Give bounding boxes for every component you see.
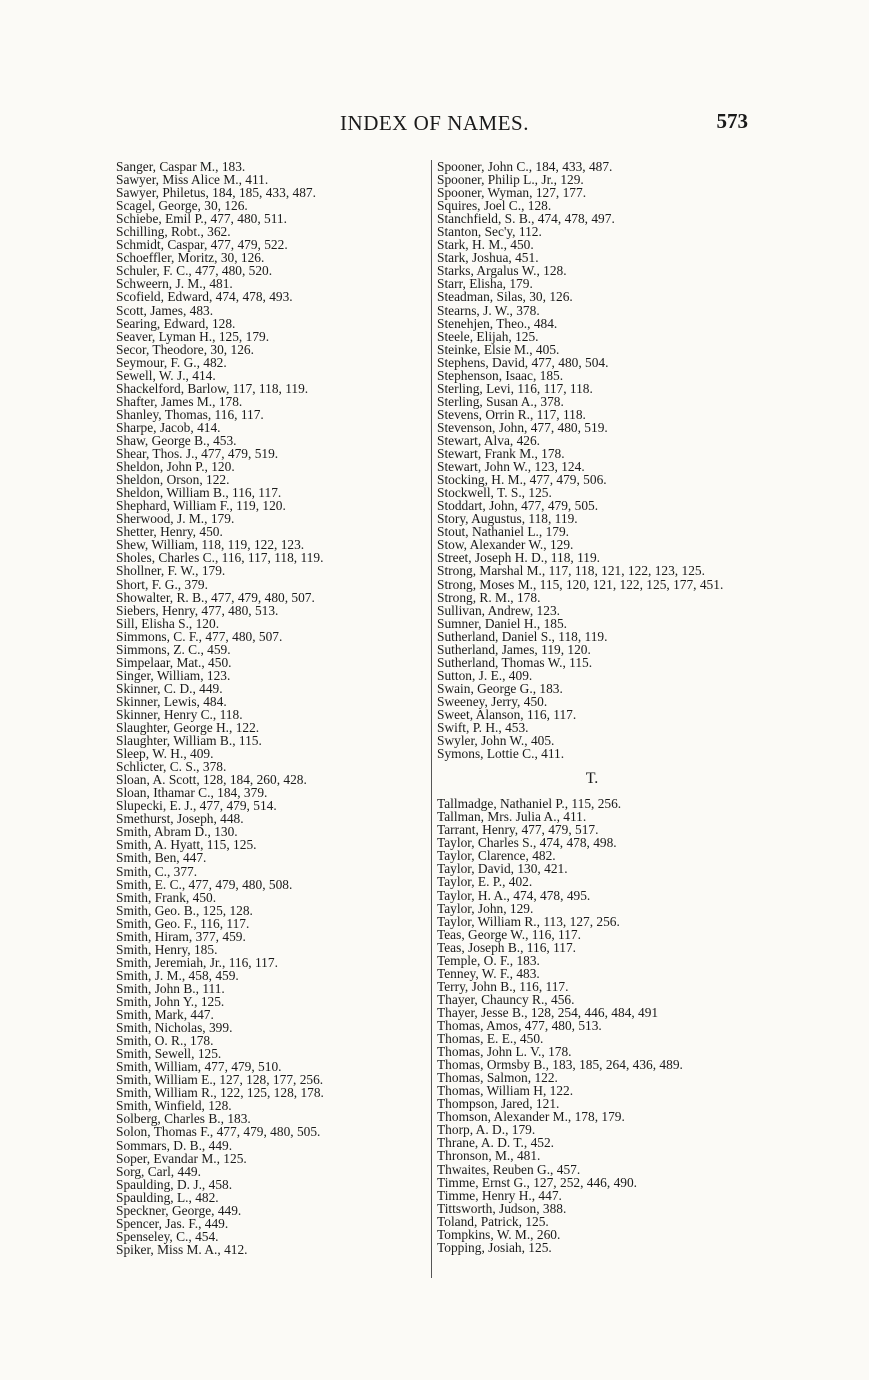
index-entry: Thomas, Amos, 477, 480, 513.	[437, 1018, 602, 1033]
index-entry: Toland, Patrick, 125.	[437, 1213, 549, 1229]
index-entry: Smith, John Y., 125.	[116, 994, 225, 1009]
index-entry: Smith, Nicholas, 399.	[116, 1020, 233, 1036]
index-entry: Thomson, Alexander M., 178, 179.	[437, 1109, 625, 1125]
index-entry: Smith, Sewell, 125.	[116, 1046, 222, 1062]
index-entry: Smith, Abram D., 130.	[116, 824, 238, 840]
index-entry: Speckner, George, 449.	[116, 1202, 242, 1218]
index-entry: Sleep, W. H., 409.	[116, 746, 214, 762]
index-entry: Smith, Jeremiah, Jr., 116, 117.	[116, 954, 278, 970]
index-entry: Sutton, J. E., 409.	[437, 667, 533, 683]
index-entry: Strong, R. M., 178.	[437, 589, 541, 605]
index-entry: Sorg, Carl, 449.	[116, 1163, 201, 1179]
index-entry: Smith, William, 477, 479, 510.	[116, 1059, 282, 1075]
index-entry: Short, F. G., 379.	[116, 576, 208, 592]
index-entry: Tittsworth, Judson, 388.	[437, 1200, 567, 1216]
index-entry: Spiker, Miss M. A., 412.	[116, 1241, 248, 1257]
index-entry: Skinner, Lewis, 484.	[116, 693, 227, 709]
index-entry: Thomas, William H, 122.	[437, 1083, 574, 1099]
index-entry: Smith, Henry, 185.	[116, 941, 218, 957]
index-entry: Tallmadge, Nathaniel P., 115, 256.	[437, 796, 622, 812]
index-entry: Shackelford, Barlow, 117, 118, 119.	[116, 380, 309, 396]
index-entry: Simmons, Z. C., 459.	[116, 641, 231, 657]
index-entry: Searing, Edward, 128.	[116, 315, 236, 331]
index-entry: Schlicter, C. S., 378.	[116, 759, 227, 775]
index-entry: Tarrant, Henry, 477, 479, 517.	[437, 822, 599, 838]
index-entry: Solon, Thomas F., 477, 479, 480, 505.	[116, 1124, 321, 1140]
index-entry: Stevenson, John, 477, 480, 519.	[437, 419, 608, 435]
index-entry: Stearns, J. W., 378.	[437, 302, 540, 318]
index-entry: Strong, Moses M., 115, 120, 121, 122, 125, 177, 451.	[437, 576, 724, 592]
index-entry: Taylor, H. A., 474, 478, 495.	[437, 887, 591, 903]
index-entry: Topping, Josiah, 125.	[437, 1239, 552, 1255]
index-entry: Stockwell, T. S., 125.	[437, 485, 552, 501]
index-entry: Seymour, F. G., 482.	[116, 354, 227, 370]
index-entry: Sloan, A. Scott, 128, 184, 260, 428.	[116, 772, 307, 788]
index-entry: Starks, Argalus W., 128.	[437, 263, 567, 279]
index-entry: Thompson, Jared, 121.	[437, 1096, 560, 1112]
index-entry: Sloan, Ithamar C., 184, 379.	[116, 785, 268, 801]
index-entry: Stewart, Frank M., 178.	[437, 446, 565, 462]
running-header-title: INDEX OF NAMES.	[340, 111, 529, 135]
index-entry: Smith, O. R., 178.	[116, 1033, 214, 1049]
index-entry: Scagel, George, 30, 126.	[116, 198, 248, 214]
index-entry: Taylor, E. P., 402.	[437, 874, 533, 890]
index-entry: Street, Joseph H. D., 118, 119.	[437, 550, 601, 566]
index-entry: Schmidt, Caspar, 477, 479, 522.	[116, 237, 288, 253]
index-entry: Sewell, W. J., 414.	[116, 367, 216, 383]
index-entry: Thronson, M., 481.	[437, 1148, 541, 1164]
index-entry: Sullivan, Andrew, 123.	[437, 602, 560, 618]
index-entry: Shollner, F. W., 179.	[116, 563, 226, 579]
index-entry: Thomas, John L. V., 178.	[437, 1044, 572, 1060]
index-entry: Sheldon, Orson, 122.	[116, 472, 230, 488]
index-entry: Temple, O. F., 183.	[437, 952, 540, 968]
index-entry: Sutherland, Thomas W., 115.	[437, 654, 593, 670]
index-entry: Smith, William R., 122, 125, 128, 178.	[116, 1085, 324, 1101]
index-entry: Schweern, J. M., 481.	[116, 276, 233, 292]
index-entry: Soper, Evandar M., 125.	[116, 1150, 247, 1166]
index-entry: Slaughter, William B., 115.	[116, 733, 262, 749]
index-entry: Sill, Elisha S., 120.	[116, 615, 220, 631]
index-entry: Thwaites, Reuben G., 457.	[437, 1161, 581, 1177]
index-entry: Tenney, W. F., 483.	[437, 965, 540, 981]
index-entry: Spooner, Philip L., Jr., 129.	[437, 172, 584, 188]
index-entry: Stanton, Sec'y, 112.	[437, 224, 542, 240]
index-entry: Smith, Ben, 447.	[116, 850, 207, 866]
index-entry: Thomas, Salmon, 122.	[437, 1070, 558, 1086]
index-entry: Thomas, Ormsby B., 183, 185, 264, 436, 489.	[437, 1057, 683, 1073]
index-entry: Shetter, Henry, 450.	[116, 524, 223, 540]
index-entry: Swift, P. H., 453.	[437, 720, 529, 736]
index-entry: Sweet, Alanson, 116, 117.	[437, 706, 577, 722]
index-entry: Stenehjen, Theo., 484.	[437, 315, 558, 331]
index-column-left	[116, 160, 426, 1256]
index-entry: Stoddart, John, 477, 479, 505.	[437, 498, 599, 514]
index-entry: Thomas, E. E., 450.	[437, 1031, 544, 1047]
index-entry: Spooner, John C., 184, 433, 487.	[437, 159, 613, 174]
index-entry: Secor, Theodore, 30, 126.	[116, 341, 254, 357]
index-entry: Taylor, Clarence, 482.	[437, 848, 556, 864]
index-entry: Slupecki, E. J., 477, 479, 514.	[116, 798, 277, 814]
index-entry: Stocking, H. M., 477, 479, 506.	[437, 472, 607, 488]
index-entry: Spooner, Wyman, 127, 177.	[437, 185, 587, 201]
index-entry: Sawyer, Philetus, 184, 185, 433, 487.	[116, 185, 316, 201]
index-entry: Smethurst, Joseph, 448.	[116, 811, 244, 827]
index-entry: Shanley, Thomas, 116, 117.	[116, 406, 264, 422]
index-entry: Spaulding, D. J., 458.	[116, 1176, 233, 1192]
index-entry: Schuler, F. C., 477, 480, 520.	[116, 263, 273, 279]
index-entry: Stow, Alexander W., 129.	[437, 537, 574, 553]
index-entry: Stewart, John W., 123, 124.	[437, 459, 585, 475]
index-entry: Seaver, Lyman H., 125, 179.	[116, 328, 270, 344]
index-entry: Teas, George W., 116, 117.	[437, 926, 581, 942]
index-entry: Thayer, Chauncy R., 456.	[437, 991, 575, 1007]
index-entry: Singer, William, 123.	[116, 667, 231, 683]
index-entry: Tallman, Mrs. Julia A., 411.	[437, 809, 587, 825]
column-divider	[431, 160, 432, 1278]
index-entry: Smith, John B., 111.	[116, 980, 225, 996]
index-entry: Spenseley, C., 454.	[116, 1228, 219, 1244]
index-entry: Thayer, Jesse B., 128, 254, 446, 484, 491	[437, 1004, 659, 1020]
index-column-right	[437, 160, 767, 1254]
index-entry: Smith, Mark, 447.	[116, 1007, 214, 1023]
index-entry: Tompkins, W. M., 260.	[437, 1226, 561, 1242]
index-entry: Stanchfield, S. B., 474, 478, 497.	[437, 211, 615, 227]
section-letter-t: T.	[585, 770, 599, 788]
index-entry: Scott, James, 483.	[116, 302, 214, 318]
index-entry: Swain, George G., 183.	[437, 680, 563, 696]
index-entry: Stephenson, Isaac, 185.	[437, 367, 564, 383]
index-entry: Schoeffler, Moritz, 30, 126.	[116, 250, 265, 266]
index-entry: Smith, Geo. B., 125, 128.	[116, 902, 253, 918]
index-entry: Smith, Frank, 450.	[116, 889, 217, 905]
index-entry: Shear, Thos. J., 477, 479, 519.	[116, 446, 279, 462]
index-entry: Smith, Winfield, 128.	[116, 1098, 232, 1114]
index-entry: Sweeney, Jerry, 450.	[437, 693, 548, 709]
index-entry: Taylor, John, 129.	[437, 900, 534, 916]
index-entry: Sawyer, Miss Alice M., 411.	[116, 172, 269, 188]
index-entry: Stark, Joshua, 451.	[437, 250, 539, 266]
index-entry: Stewart, Alva, 426.	[437, 432, 541, 448]
index-entry: Steinke, Elsie M., 405.	[437, 341, 560, 357]
index-entry: Taylor, William R., 113, 127, 256.	[437, 913, 620, 929]
index-entry: Shephard, William F., 119, 120.	[116, 498, 286, 514]
index-entry: Sanger, Caspar M., 183.	[116, 159, 246, 174]
index-entry: Shew, William, 118, 119, 122, 123.	[116, 537, 305, 553]
index-entry: Steele, Elijah, 125.	[437, 328, 539, 344]
index-entry: Showalter, R. B., 477, 479, 480, 507.	[116, 589, 315, 605]
index-entry: Smith, William E., 127, 128, 177, 256.	[116, 1072, 324, 1088]
index-entry: Timme, Henry H., 447.	[437, 1187, 562, 1203]
index-entry: Sommars, D. B., 449.	[116, 1137, 233, 1153]
index-entry: Smith, Geo. F., 116, 117.	[116, 915, 250, 931]
index-entry: Stevens, Orrin R., 117, 118.	[437, 406, 586, 422]
index-entry: Steadman, Silas, 30, 126.	[437, 289, 573, 305]
index-entry: Skinner, C. D., 449.	[116, 680, 223, 696]
index-entry: Spencer, Jas. F., 449.	[116, 1215, 229, 1231]
index-entry: Sharpe, Jacob, 414.	[116, 419, 221, 435]
index-entry: Smith, E. C., 477, 479, 480, 508.	[116, 876, 293, 892]
index-entry: Schilling, Robt., 362.	[116, 224, 231, 240]
index-entry: Swyler, John W., 405.	[437, 733, 555, 749]
index-entry: Sterling, Susan A., 378.	[437, 393, 564, 409]
index-entry: Smith, C., 377.	[116, 863, 198, 879]
page-number: 573	[716, 109, 748, 133]
index-entry: Strong, Marshal M., 117, 118, 121, 122, 123, 125.	[437, 563, 705, 579]
index-entry: Stout, Nathaniel L., 179.	[437, 524, 570, 540]
index-entry: Slaughter, George H., 122.	[116, 720, 260, 736]
index-entry: Simmons, C. F., 477, 480, 507.	[116, 628, 283, 644]
index-entry: Thrane, A. D. T., 452.	[437, 1135, 555, 1151]
section-s-entries	[437, 160, 767, 760]
index-entry: Sterling, Levi, 116, 117, 118.	[437, 380, 593, 396]
index-entry: Sumner, Daniel H., 185.	[437, 615, 568, 631]
index-entry: Sherwood, J. M., 179.	[116, 511, 235, 527]
index-entry: Thorp, A. D., 179.	[437, 1122, 536, 1138]
index-entry: Teas, Joseph B., 116, 117.	[437, 939, 577, 955]
index-entry: Sholes, Charles C., 116, 117, 118, 119.	[116, 550, 324, 566]
index-entry: Stark, H. M., 450.	[437, 237, 534, 253]
index-entry: Sutherland, James, 119, 120.	[437, 641, 591, 657]
index-entry: Schiebe, Emil P., 477, 480, 511.	[116, 211, 287, 227]
index-entry: Spaulding, L., 482.	[116, 1189, 219, 1205]
index-entry: Taylor, Charles S., 474, 478, 498.	[437, 835, 617, 851]
section-t-entries	[437, 797, 767, 1254]
index-entry: Smith, A. Hyatt, 115, 125.	[116, 837, 257, 853]
index-entry: Scofield, Edward, 474, 478, 493.	[116, 289, 293, 305]
index-entry: Starr, Elisha, 179.	[437, 276, 533, 292]
index-entry: Squires, Joel C., 128.	[437, 198, 552, 214]
index-entry: Terry, John B., 116, 117.	[437, 978, 569, 994]
index-entry: Smith, J. M., 458, 459.	[116, 967, 239, 983]
index-entry: Sheldon, John P., 120.	[116, 459, 235, 475]
index-entry: Shaw, George B., 453.	[116, 432, 237, 448]
index-entry: Siebers, Henry, 477, 480, 513.	[116, 602, 279, 618]
index-entry: Sheldon, William B., 116, 117.	[116, 485, 282, 501]
index-entry: Stephens, David, 477, 480, 504.	[437, 354, 609, 370]
index-entry: Solberg, Charles B., 183.	[116, 1111, 251, 1127]
index-entry: Skinner, Henry C., 118.	[116, 706, 243, 722]
index-entry: Smith, Hiram, 377, 459.	[116, 928, 246, 944]
index-entry: Simpelaar, Mat., 450.	[116, 654, 232, 670]
index-entry: Sutherland, Daniel S., 118, 119.	[437, 628, 608, 644]
index-entry: Story, Augustus, 118, 119.	[437, 511, 578, 527]
index-entry: Shafter, James M., 178.	[116, 393, 243, 409]
index-entry: Timme, Ernst G., 127, 252, 446, 490.	[437, 1174, 638, 1190]
index-entry: Taylor, David, 130, 421.	[437, 861, 568, 877]
index-entry: Symons, Lottie C., 411.	[437, 746, 565, 762]
